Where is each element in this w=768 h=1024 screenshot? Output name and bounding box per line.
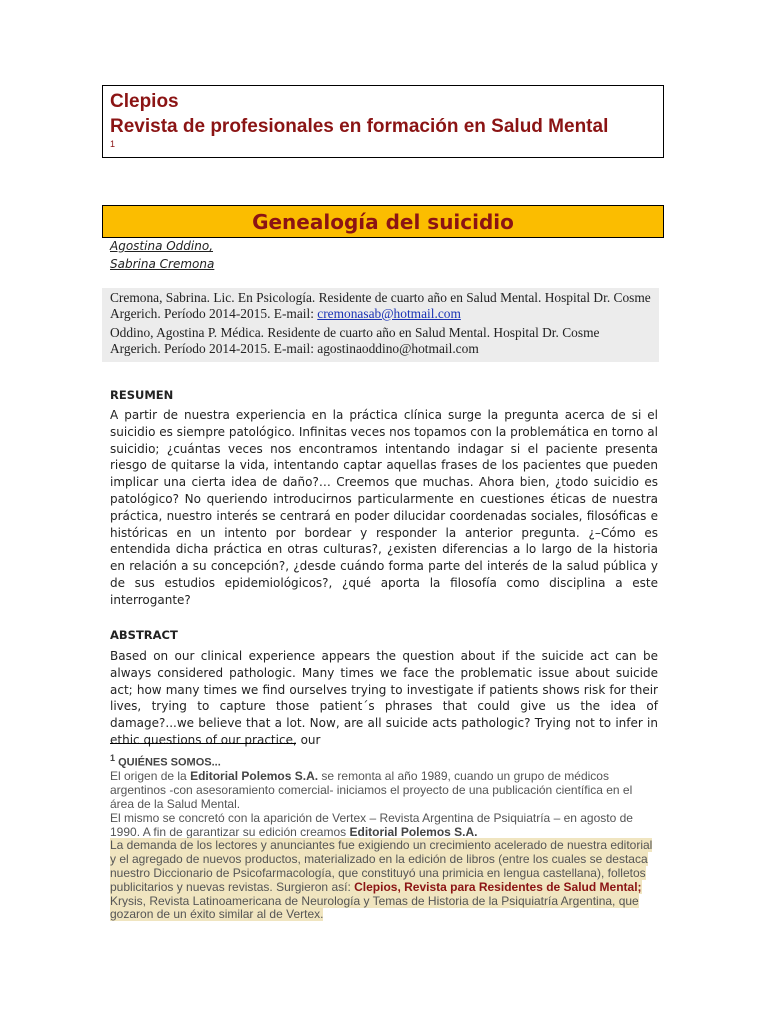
footnote-p1-bold: Editorial Polemos S.A. [190,769,319,784]
journal-header-box [102,85,664,158]
author-cremona: Sabrina Cremona [110,257,215,271]
resumen-heading: RESUMEN [110,388,174,402]
affiliations-box [102,288,659,362]
article-title: Genealogía del suicidio [252,209,514,234]
footnote-p1-before: El origen de la [110,769,191,784]
footnote-paragraph-1 [110,770,658,811]
footnote-heading-text: QUIÉNES SOMOS... [118,756,221,769]
footnote-p2-bold: Editorial Polemos S.A. [349,824,478,839]
footnote-heading [110,752,658,770]
footnote-p3-brand: Clepios, Revista para Residentes de Salud Mental; [354,879,642,894]
author-oddino: Agostina Oddino, [110,239,214,253]
footnote-reference[interactable]: 1 [110,139,116,149]
footnote-divider [110,743,296,744]
affiliation-cremona [110,290,651,321]
footnote-p3-after: Krysis, Revista Latinoamericana de Neurología y Temas de Historia de la Psiquiatría Argentina, que gozaron de un éxito similar al de Vertex. [110,893,639,922]
abstract-heading: ABSTRACT [110,628,178,642]
email-link-cremona[interactable]: cremonasab@hotmail.com [317,305,461,321]
footnote-p1-after: se remonta al año 1989, cuando un grupo de médicos argentinos -con asesoramiento comercial- iniciamos el proyecto de una publicación científica en el área de la Salud Mental. [110,769,633,812]
footnote-highlight [110,838,652,921]
journal-subtitle: Revista de profesionales en formación en Salud Mental [110,116,609,137]
abstract-text: Based on our clinical experience appears the question about if the suicide act can be always considered pathologic. Many times we face the problematic issue about suicide act; how many times we find ourselves trying to investigate if patients shows risk for their lives, trying to capture those patient´s phrases that could give us the idea of damage?...we believe that a lot. Now, are all suicide acts pathologic? Trying not to infer in ethic questions of our practice, our [110,649,658,747]
footnote-p2-before: El mismo se concretó con la aparición de Vertex – Revista Argentina de Psiquiatría – en agosto de 1990. A fin de garantizar su edición creamos [110,810,633,839]
footnote-p3-before: La demanda de los lectores y anunciantes fue exigiendo un crecimiento acelerado de nuestra editorial y el agregado de nuevos productos, materializado en la edición de libros (entre los cuales se destaca nuestro Diccionario de Psicofarmacología, que constituyó una primicia en lengua castellana), folletos publicitarios y nuevas revistas. Surgieron así: [110,838,653,894]
article-title-banner [102,205,664,238]
affiliation-oddino: Oddino, Agostina P. Médica. Residente de cuarto año en Salud Mental. Hospital Dr. Cosme Argerich. Período 2014-2015. E-mail: agostinaoddino@hotmail.com [110,325,600,356]
footnote-paragraph-3 [110,839,658,922]
resumen-text: A partir de nuestra experiencia en la práctica clínica surge la pregunta acerca de si el suicidio es siempre patológico. Infinitas veces nos topamos con la problemática en torno al suicidio; ¿cuántas veces nos encontramos intentando indagar si el paciente presenta riesgo de quitarse la vida, intentando captar aquellas frases de los pacientes que pueden implicar una cierta idea de daño?… Creemos que muchas. Ahora bien, ¿todo suicidio es patológico? No queriendo introducirnos particularmente en cuestiones éticas de nuestra práctica, nuestro interés se centrará en poder dilucidar coordenadas sociales, filosóficas e históricas en un intento por bordear y responder la anterior pregunta. ¿–Cómo es entendida dicha práctica en otras culturas?, ¿existen diferencias a lo largo de la historia en relación a su concepción?, ¿desde cuándo forma parte del interés de la salud pública y de sus estudios epidemiológicos?, ¿qué aporta la filosofía como disciplina a este interrogante? [110,408,658,607]
affiliation-cremona-text: Cremona, Sabrina. Lic. En Psicología. Residente de cuarto año en Salud Mental. Hospital Dr. Cosme Argerich. Período 2014-2015. E-mail: [110,290,651,321]
footnote-number: 1 [110,753,116,763]
footnote [110,752,658,922]
footnote-paragraph-2 [110,812,658,840]
journal-title: Clepios [110,91,179,112]
